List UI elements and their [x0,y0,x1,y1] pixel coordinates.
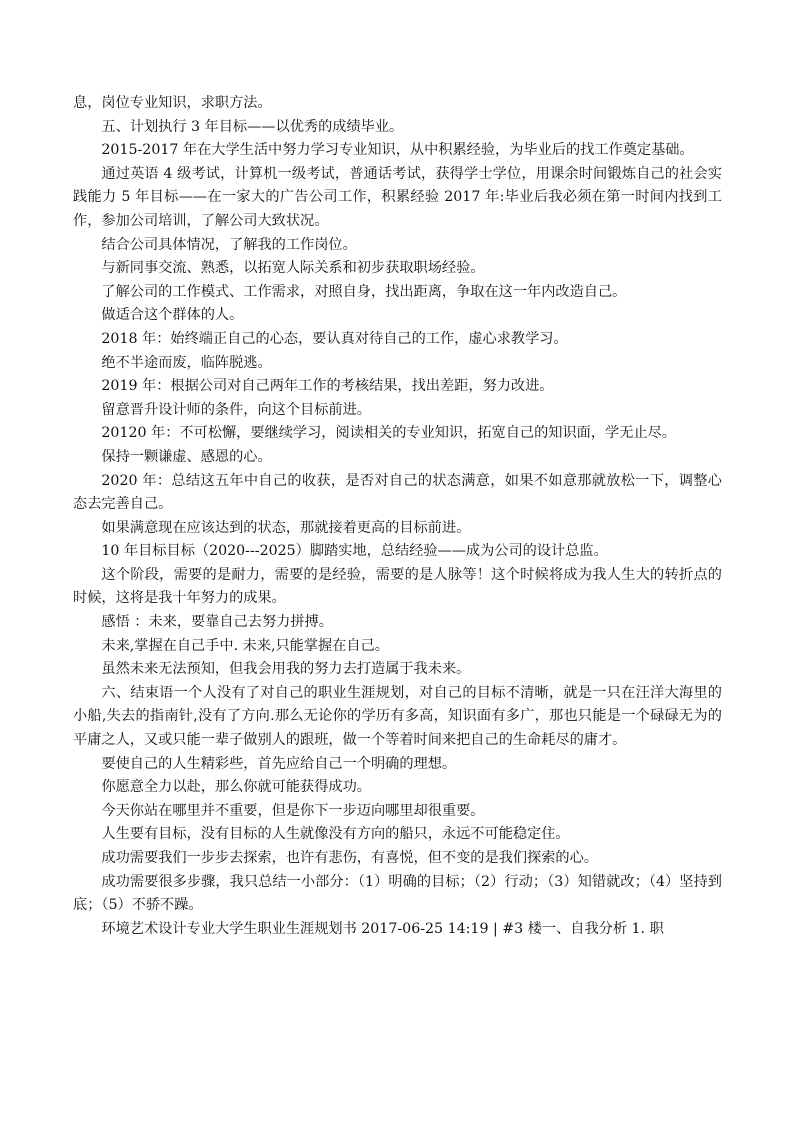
paragraph: 与新同事交流、熟悉，以拓宽人际关系和初步获取职场经验。 [101,260,485,277]
paragraph: 如果满意现在应该达到的状态，那就接着更高的目标前进。 [101,519,471,536]
paragraph: 2015-2017 年在大学生活中努力学习专业知识，从中积累经验，为毕业后的找工作奠定基础。 [101,142,694,159]
paragraph: 2018 年：始终端正自己的心态，要认真对待自己的工作，虚心求教学习。 [101,330,568,347]
paragraph: 这个阶段，需要的是耐力，需要的是经验，需要的是人脉等！这个时候将成为我人生大的转折点的时候，这将是我十年努力的成果。 [73,566,722,607]
paragraph: 结合公司具体情况，了解我的工作岗位。 [101,236,357,253]
paragraph: 成功需要很多步骤，我只总结一小部分：（1）明确的目标；（2）行动；（3）知错就改；（4）坚持到底；（5）不骄不躁。 [73,873,722,914]
paragraph: 你愿意全力以赴，那么你就可能获得成功。 [101,779,371,796]
paragraph: 成功需要我们一步步去探索，也许有悲伤，有喜悦，但不变的是我们探索的心。 [101,850,598,866]
paragraph: 感悟 ：未来，要靠自己去努力拼搏。 [101,614,333,631]
paragraph: 人生要有目标，没有目标的人生就像没有方向的船只，永远不可能稳定住。 [101,826,570,843]
paragraph: 做适合这个群体的人。 [101,307,244,324]
paragraph: 未来,掌握在自己手中. 未来,只能掌握在自己。 [101,637,389,654]
paragraph: 2020 年：总结这五年中自己的收获，是否对自己的状态满意，如果不如意那就放松一下，调整心态去完善自己。 [73,472,722,513]
document-body [73,92,722,941]
paragraph: 2019 年：根据公司对自己两年工作的考核结果，找出差距，努力改进。 [101,378,554,395]
paragraph: 息，岗位专业知识，求职方法。 [73,95,272,111]
paragraph: 留意晋升设计师的条件，向这个目标前进。 [101,401,371,418]
paragraph: 虽然未来无法预知，但我会用我的努力去打造属于我未来。 [101,661,471,678]
paragraph: 要使自己的人生精彩些，首先应给自己一个明确的理想。 [101,755,457,772]
paragraph: 五、计划执行 3 年目标——以优秀的成绩毕业。 [101,118,404,135]
paragraph: 通过英语 4 级考试，计算机一级考试，普通话考试，获得学士学位，用课余时间锻炼自己的社会实践能力 5 年目标——在一家大的广告公司工作，积累经验 2017 年:毕业后我必须在第一时间内找到工作，参加公司培训，了解公司大致状况。 [73,165,722,229]
paragraph: 绝不半途而废，临阵脱逃。 [101,354,272,371]
paragraph: 10 年目标目标（2020---2025）脚踏实地，总结经验——成为公司的设计总监。 [101,543,608,560]
paragraph: 了解公司的工作模式、工作需求，对照自身，找出距离，争取在这一年内改造自己。 [101,283,627,300]
paragraph: 保持一颗谦虚、感恩的心。 [101,448,272,465]
paragraph: 六、结束语一个人没有了对自己的职业生涯规划，对自己的目标不清晰，就是一只在汪洋大海里的小船,失去的指南针,没有了方向.那么无论你的学历有多高，知识面有多广，那也只能是一个碌碌无为的平庸之人，又或只能一辈子做别人的跟班，做一个等着时间来把自己的生命耗尽的庸才。 [73,684,722,749]
paragraph: 20120 年：不可松懈，要继续学习，阅读相关的专业知识，拓宽自己的知识面，学无止尽。 [101,425,676,442]
paragraph: 今天你站在哪里并不重要，但是你下一步迈向哪里却很重要。 [101,802,485,819]
paragraph: 环境艺术设计专业大学生职业生涯规划书 2017-06-25 14:19 | #3 楼一、自我分析 1. 职 [101,920,664,937]
